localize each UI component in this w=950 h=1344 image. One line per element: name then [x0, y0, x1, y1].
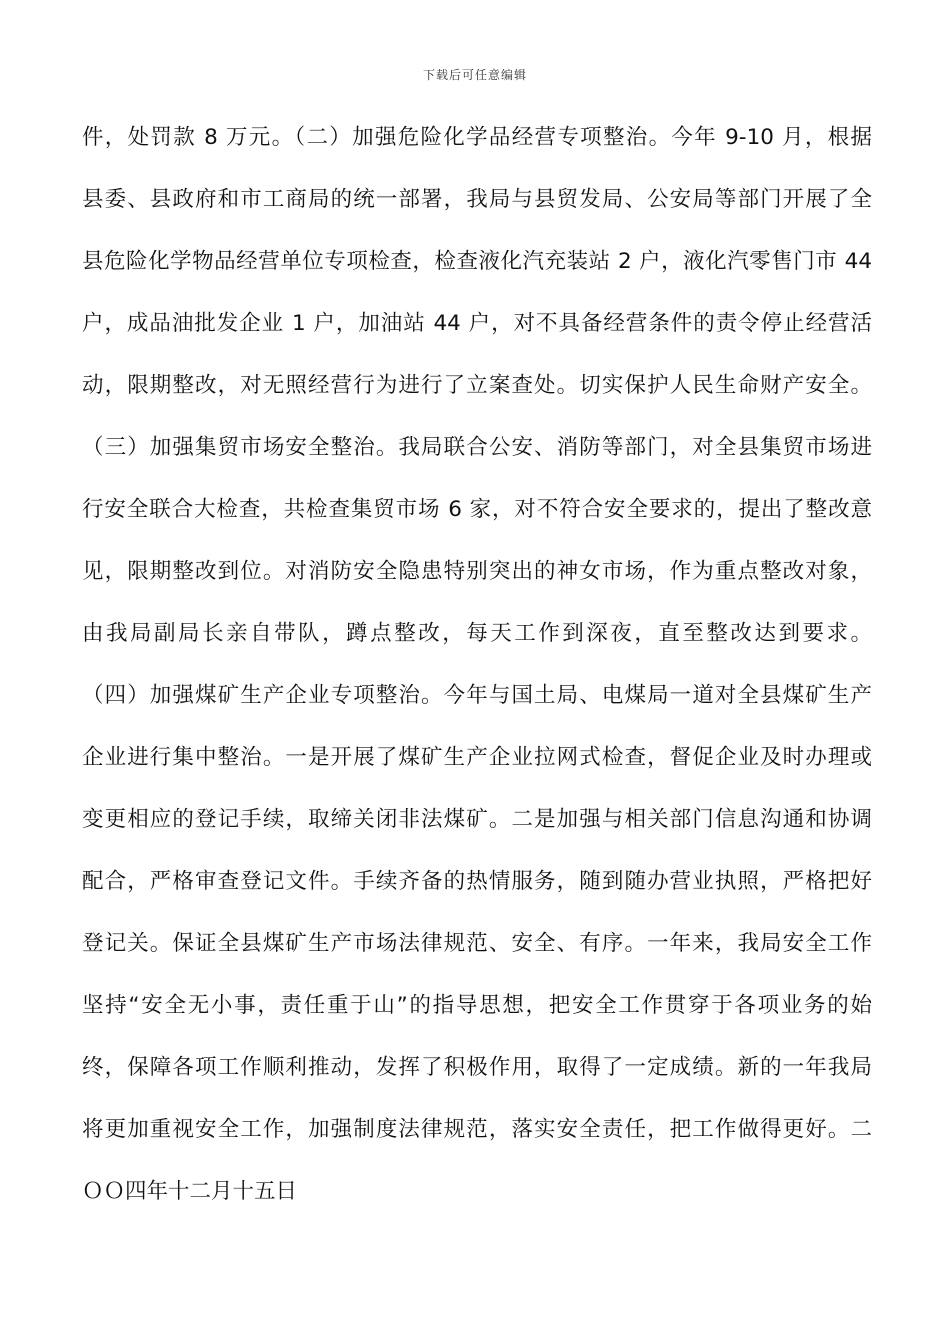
text-line: 登记关。保证全县煤矿生产市场法律规范、安全、有序。一年来，我局安全工作	[82, 931, 872, 956]
text-line: 件，处罚款 8 万元。（二）加强危险化学品经营专项整治。今年 9-10 月，根据	[82, 125, 872, 150]
text-line: 终，保障各项工作顺利推动，发挥了积极作用，取得了一定成绩。新的一年我局	[82, 1055, 872, 1080]
text-line: 动，限期整改，对无照经营行为进行了立案查处。切实保护人民生命财产安全。	[82, 373, 872, 398]
page-header: 下载后可任意编辑	[422, 68, 527, 82]
text-line: 县委、县政府和市工商局的统一部署，我局与县贸发局、公安局等部门开展了全	[82, 187, 872, 212]
text-line: 由我局副局长亲自带队，蹲点整改，每天工作到深夜，直至整改达到要求。	[82, 621, 872, 646]
text-line: 坚持“安全无小事，责任重于山”的指导思想，把安全工作贯穿于各项业务的始	[82, 993, 872, 1018]
document-body	[82, 107, 872, 1223]
text-line: 见，限期整改到位。对消防安全隐患特别突出的神女市场，作为重点整改对象，	[82, 559, 872, 584]
text-line: （四）加强煤矿生产企业专项整治。今年与国土局、电煤局一道对全县煤矿生产	[82, 683, 872, 708]
text-line: 变更相应的登记手续，取缔关闭非法煤矿。二是加强与相关部门信息沟通和协调	[82, 807, 872, 832]
text-line: 将更加重视安全工作，加强制度法律规范，落实安全责任，把工作做得更好。二	[82, 1117, 872, 1142]
text-line: 县危险化学物品经营单位专项检查，检查液化汽充装站 2 户，液化汽零售门市 44	[82, 249, 872, 274]
text-line: 行安全联合大检查，共检查集贸市场 6 家，对不符合安全要求的，提出了整改意	[82, 497, 872, 522]
text-line: （三）加强集贸市场安全整治。我局联合公安、消防等部门，对全县集贸市场进	[82, 435, 872, 460]
text-line: 配合，严格审查登记文件。手续齐备的热情服务，随到随办营业执照，严格把好	[82, 869, 872, 894]
date-line: ＯＯ四年十二月十五日	[82, 1179, 298, 1204]
text-line: 企业进行集中整治。一是开展了煤矿生产企业拉网式检查，督促企业及时办理或	[82, 745, 872, 770]
text-line: 户，成品油批发企业 1 户，加油站 44 户，对不具备经营条件的责令停止经营活	[82, 311, 872, 336]
